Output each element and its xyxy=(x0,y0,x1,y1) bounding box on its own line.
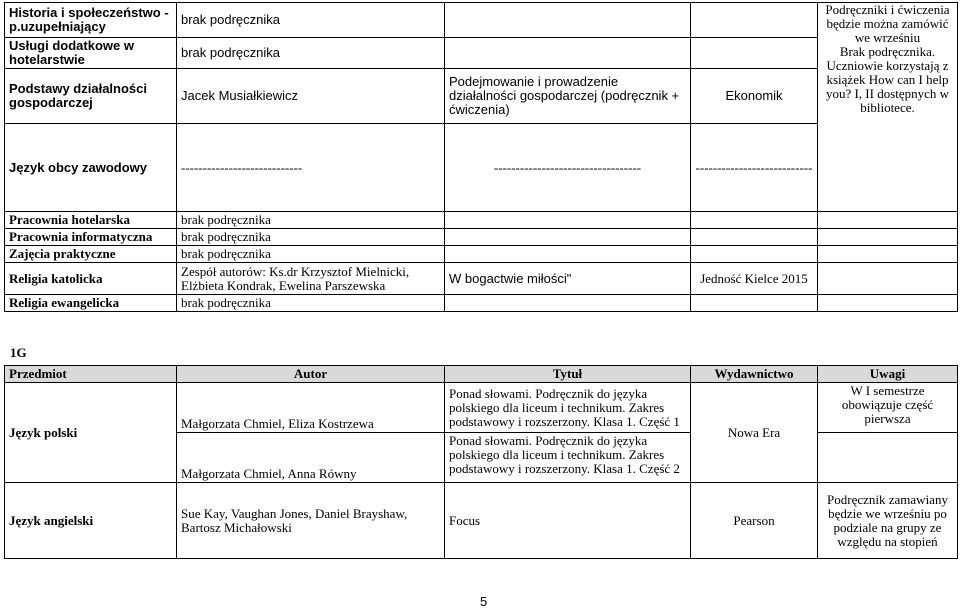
subject-cell: Pracownia hotelarska xyxy=(5,212,177,229)
subject-cell: Religia ewangelicka xyxy=(5,295,177,312)
page-number: 5 xyxy=(480,594,488,609)
author-cell: Sue Kay, Vaughan Jones, Daniel Brayshaw, Bartosz Michałowski xyxy=(177,483,445,559)
title-cell: Podejmowanie i prowadzenie działalności gospodarczej (podręcznik + ćwiczenia) xyxy=(445,69,691,124)
subject-cell: Pracownia informatyczna xyxy=(5,229,177,246)
schedule-table-1g xyxy=(4,365,958,559)
publisher-cell: Jedność Kielce 2015 xyxy=(691,263,818,295)
header-notes: Uwagi xyxy=(818,366,958,383)
title-cell: W bogactwie miłości" xyxy=(445,263,691,295)
header-subject: Przedmiot xyxy=(5,366,177,383)
publisher-cell: Pearson xyxy=(691,483,818,559)
title-cell: Ponad słowami. Podręcznik do języka polskiego dla liceum i technikum. Zakres podstawowy i rozszerzony. Klasa 1. Część 1 xyxy=(445,383,691,433)
title-cell: Focus xyxy=(445,483,691,559)
publisher-cell: --------------------------- xyxy=(691,124,818,212)
subject-cell: Język obcy zawodowy xyxy=(5,124,177,212)
author-cell: brak podręcznika xyxy=(177,229,445,246)
author-cell: brak podręcznika xyxy=(177,295,445,312)
notes-cell: Podręcznik zamawiany będzie we wrześniu po podziale na grupy ze względu na stopień xyxy=(818,483,958,559)
subject-cell: Zajęcia praktyczne xyxy=(5,246,177,263)
notes-cell: W I semestrze obowiązuje część pierwsza xyxy=(818,383,958,433)
subject-cell: Podstawy działalności gospodarczej xyxy=(5,69,177,124)
subject-cell: Religia katolicka xyxy=(5,263,177,295)
title-cell: Ponad słowami. Podręcznik do języka polskiego dla liceum i technikum. Zakres podstawowy i rozszerzony. Klasa 1. Część 2 xyxy=(445,433,691,483)
author-cell: ---------------------------- xyxy=(177,124,445,212)
author-cell: Małgorzata Chmiel, Eliza Kostrzewa xyxy=(177,383,445,433)
header-publisher: Wydawnictwo xyxy=(691,366,818,383)
notes-cell: Brak podręcznika. Uczniowie korzystają z książek How can I help you? I, II dostępnych w bibliotece. xyxy=(825,44,950,115)
class-heading: 1G xyxy=(10,345,27,360)
title-cell: ---------------------------------- xyxy=(445,124,691,212)
schedule-table-top xyxy=(4,2,958,312)
author-cell: Zespół autorów: Ks.dr Krzysztof Mielnicki, Elżbieta Kondrak, Ewelina Parszewska xyxy=(177,263,445,295)
header-author: Autor xyxy=(177,366,445,383)
subject-cell: Język angielski xyxy=(5,483,177,559)
author-cell: Małgorzata Chmiel, Anna Równy xyxy=(177,433,445,483)
author-cell: brak podręcznika xyxy=(177,212,445,229)
publisher-cell: Ekonomik xyxy=(691,69,818,124)
header-title: Tytuł xyxy=(445,366,691,383)
author-cell: Jacek Musiałkiewicz xyxy=(177,69,445,124)
subject-cell: Język polski xyxy=(5,383,177,483)
subject-cell: Historia i społeczeństwo - p.uzupełniający xyxy=(5,3,177,38)
author-cell: brak podręcznika xyxy=(177,246,445,263)
author-cell: brak podręcznika xyxy=(177,3,445,38)
author-cell: brak podręcznika xyxy=(177,38,445,69)
notes-cell: Podręczniki i ćwiczenia będzie można zamówić we wrześniu xyxy=(825,2,950,45)
subject-cell: Usługi dodatkowe w hotelarstwie xyxy=(5,38,177,69)
publisher-cell: Nowa Era xyxy=(691,383,818,483)
